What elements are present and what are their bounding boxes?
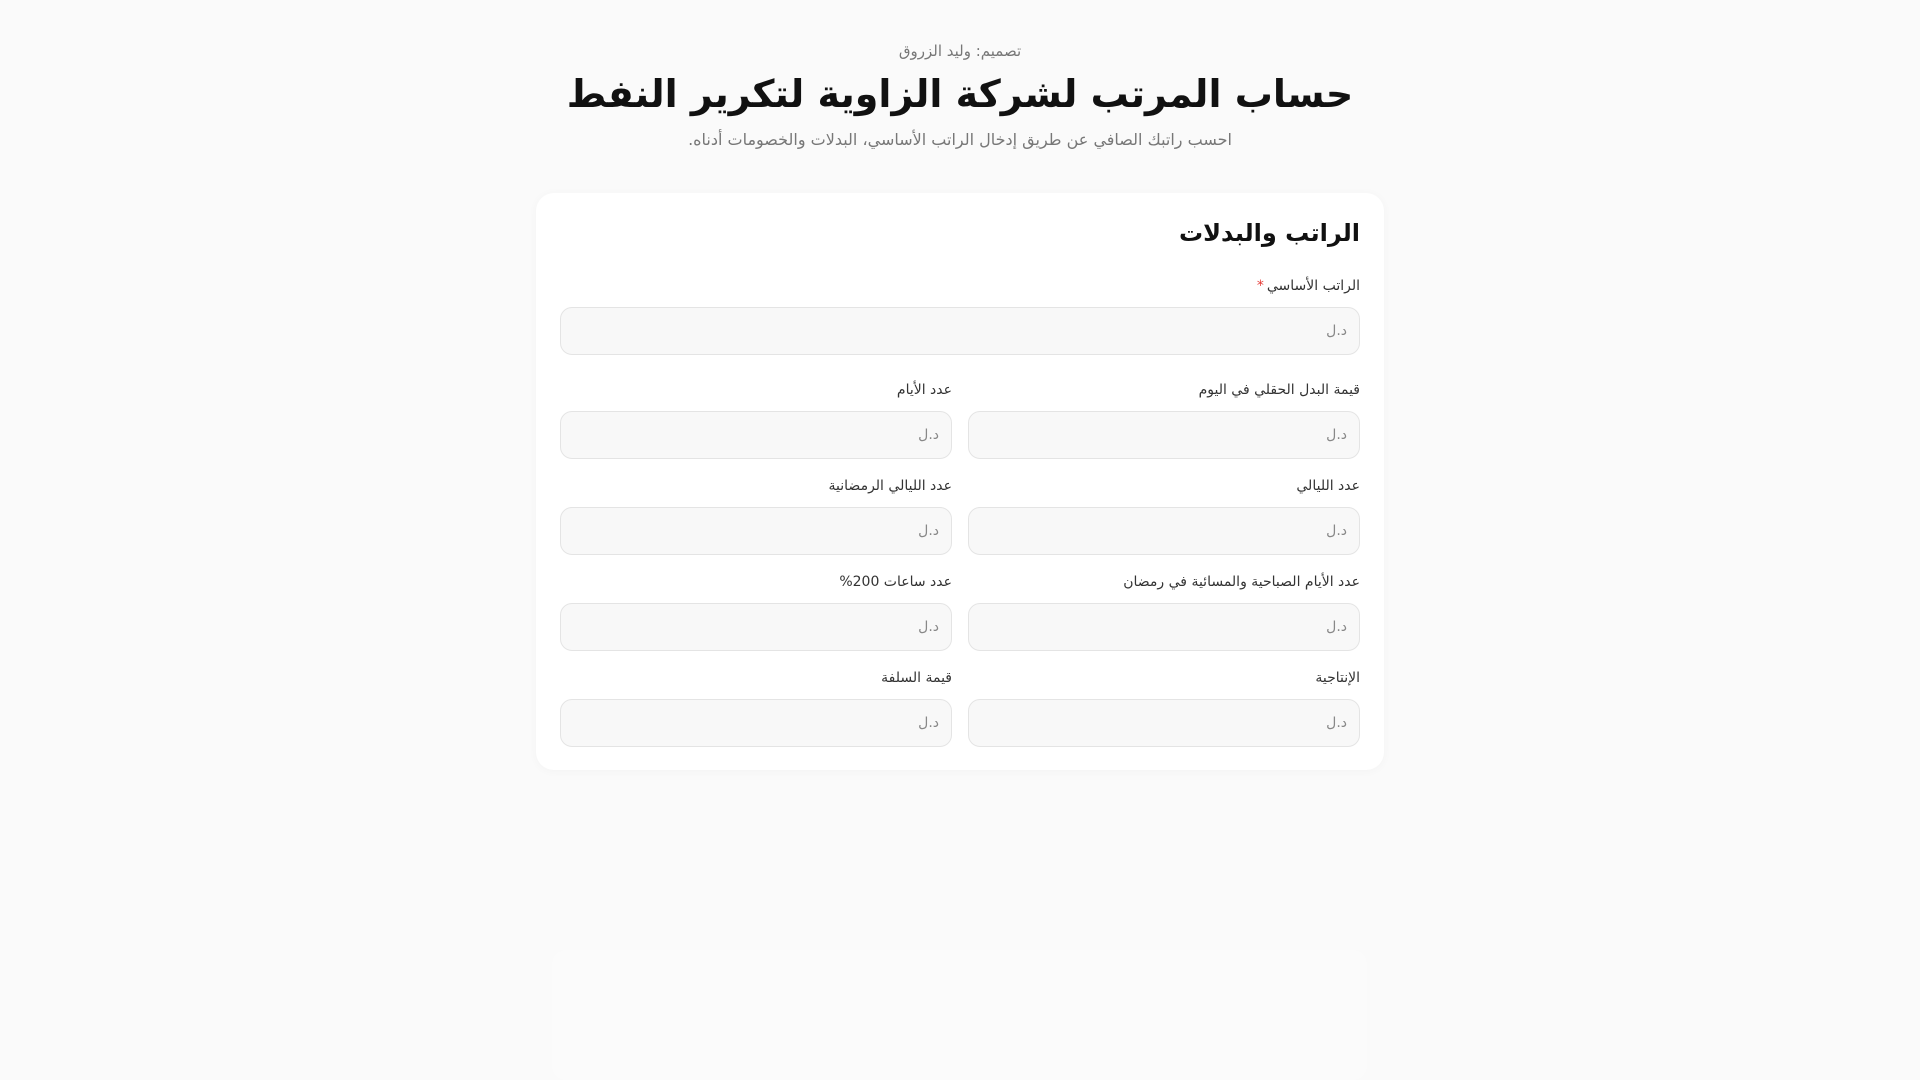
field-group-ramadan-nights <box>560 477 952 555</box>
basic-salary-group <box>560 277 1360 355</box>
field-group-productivity <box>968 669 1360 747</box>
designer-credit: تصميم: وليد الزروق <box>898 42 1022 60</box>
advance-amount-label: قيمة السلفة <box>881 670 952 686</box>
productivity-input[interactable] <box>968 699 1360 747</box>
days-count-input[interactable] <box>560 411 952 459</box>
required-mark: * <box>1256 278 1264 294</box>
nights-count-input[interactable] <box>968 507 1360 555</box>
page-header <box>0 0 1920 152</box>
ramadan-nights-input[interactable] <box>560 507 952 555</box>
basic-salary-input[interactable] <box>560 307 1360 355</box>
daily-field-allowance-input[interactable] <box>968 411 1360 459</box>
faded-card-placeholder <box>552 950 1367 1080</box>
allowance-fields-grid <box>560 381 1360 747</box>
overtime-200-label: عدد ساعات 200% <box>839 574 952 590</box>
nights-count-label: عدد الليالي <box>1296 478 1360 494</box>
ramadan-nights-label: عدد الليالي الرمضانية <box>828 478 952 494</box>
page-subtitle: احسب راتبك الصافي عن طريق إدخال الراتب الأساسي، البدلات والخصومات أدناه. <box>688 130 1232 149</box>
productivity-label: الإنتاجية <box>1315 670 1360 686</box>
ramadan-days-input[interactable] <box>968 603 1360 651</box>
field-group-overtime-200 <box>560 573 952 651</box>
card-title: الراتب والبدلات <box>1179 219 1360 247</box>
days-count-label: عدد الأيام <box>896 382 952 398</box>
ramadan-days-label: عدد الأيام الصباحية والمسائية في رمضان <box>1123 574 1360 590</box>
advance-amount-input[interactable] <box>560 699 952 747</box>
salary-allowances-card <box>536 193 1384 770</box>
field-group-days-count <box>560 381 952 459</box>
field-group-advance-amount <box>560 669 952 747</box>
basic-salary-label-text: الراتب الأساسي <box>1266 278 1360 294</box>
field-group-daily-field-allowance <box>968 381 1360 459</box>
basic-salary-label <box>560 277 1360 295</box>
overtime-200-input[interactable] <box>560 603 952 651</box>
field-group-nights-count <box>968 477 1360 555</box>
field-group-ramadan-days <box>968 573 1360 651</box>
daily-field-allowance-label: قيمة البدل الحقلي في اليوم <box>1198 382 1360 398</box>
page-title: حساب المرتب لشركة الزاوية لتكرير النفط <box>566 72 1354 116</box>
